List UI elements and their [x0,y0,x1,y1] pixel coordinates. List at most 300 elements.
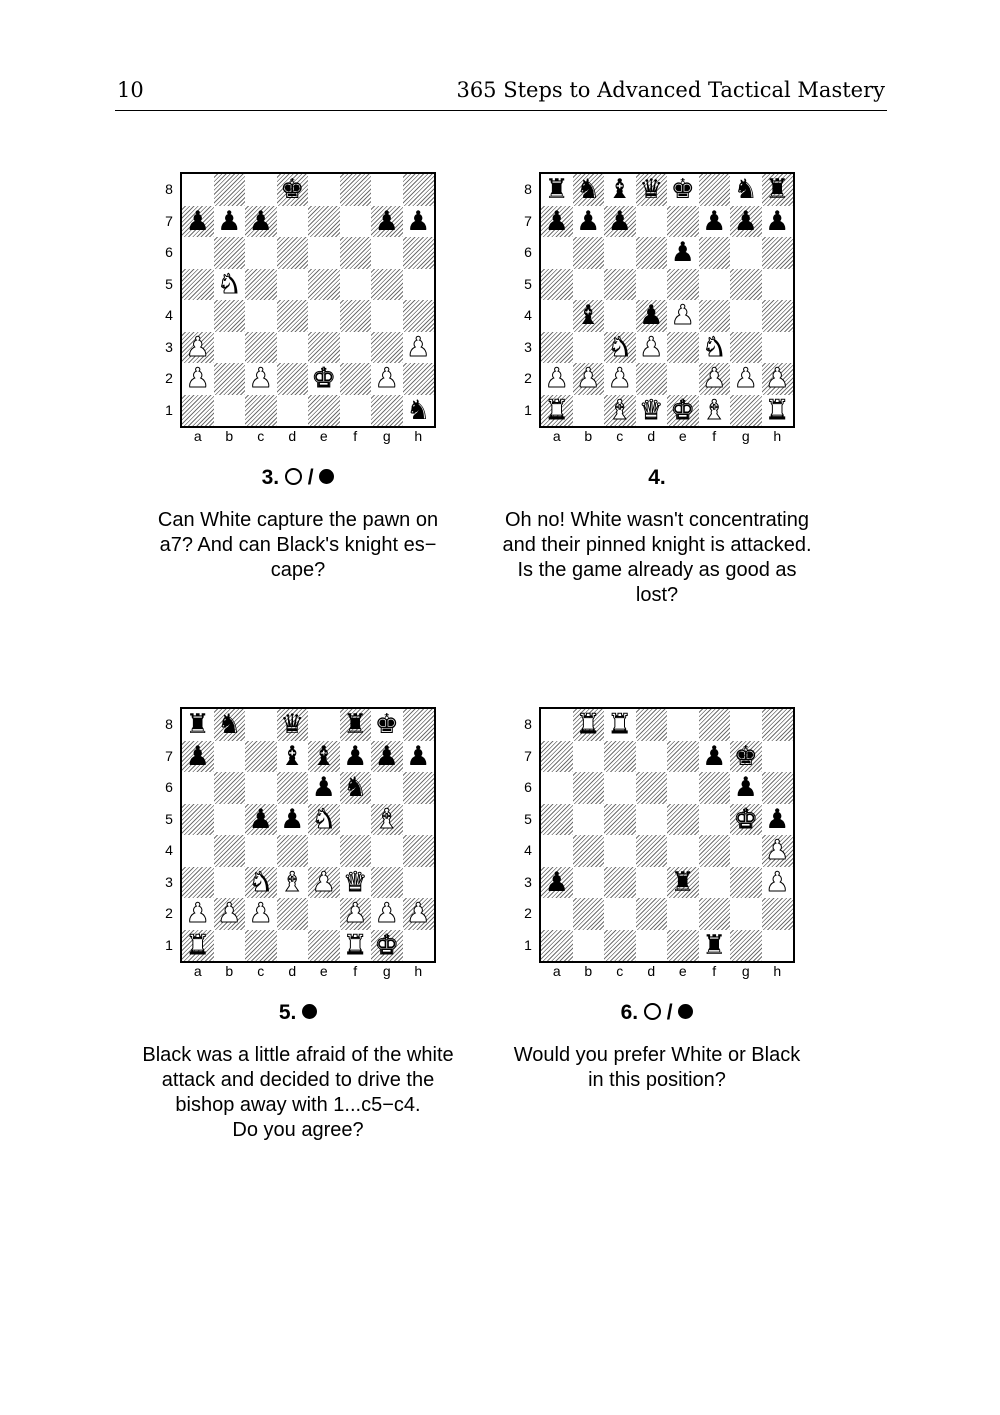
file-label: a [193,963,202,979]
square-f2 [699,898,731,930]
square-a8 [541,174,573,206]
square-h5 [403,804,435,836]
black-knight-icon: ♞ [406,394,431,426]
square-c3 [604,332,636,364]
square-d8 [636,174,668,206]
square-f4 [340,835,372,867]
square-b5 [214,269,246,301]
square-g6 [371,237,403,269]
file-label: a [552,428,561,444]
square-a1 [182,395,214,427]
file-label: h [773,963,782,979]
square-a4 [541,300,573,332]
file-label: g [741,963,750,979]
rank-label: 3 [524,873,532,890]
square-a4 [541,835,573,867]
white-bishop-icon: ♝ [702,394,727,426]
square-d4 [277,835,309,867]
book-title: 365 Steps to Advanced Tactical Mastery [456,78,885,102]
white-king-icon: ♚ [311,363,336,395]
square-h6 [762,237,794,269]
file-label: f [353,963,358,979]
square-a6 [541,237,573,269]
puzzle-number-label: 6. [620,1001,639,1024]
square-h1 [403,395,435,427]
puzzle-number-label: 4. [648,466,666,489]
square-c4 [245,835,277,867]
square-h8 [403,709,435,741]
square-e3 [667,867,699,899]
file-label: a [193,428,202,444]
square-d3 [636,867,668,899]
square-d2 [277,363,309,395]
square-h6 [403,237,435,269]
white-pawn-icon: ♟ [702,363,727,395]
square-h2 [762,363,794,395]
rank-label: 8 [165,181,173,197]
square-a6 [541,772,573,804]
square-e4 [667,300,699,332]
symbol-separator: / [660,1001,679,1024]
square-c3 [245,867,277,899]
square-f1 [699,395,731,427]
black-pawn-icon: ♟ [670,237,695,269]
square-h2 [762,898,794,930]
square-d5 [636,804,668,836]
square-d7 [277,206,309,238]
square-a5 [541,804,573,836]
chess-diagram [517,172,797,452]
square-d1 [277,930,309,962]
rank-label: 7 [165,747,173,764]
square-g2 [371,898,403,930]
square-g8 [730,709,762,741]
square-b6 [214,772,246,804]
square-a2 [541,363,573,395]
square-f1 [340,395,372,427]
square-b2 [214,898,246,930]
file-label: f [353,428,358,444]
square-c4 [604,300,636,332]
rank-label: 1 [165,936,173,953]
chess-board [539,172,795,428]
puzzle-number [118,466,478,496]
square-d2 [636,898,668,930]
square-f2 [699,363,731,395]
square-a7 [541,206,573,238]
black-pawn-icon: ♟ [702,740,727,772]
file-label: d [647,428,656,444]
chess-diagram [517,707,797,987]
square-f8 [340,174,372,206]
square-g3 [371,867,403,899]
square-f5 [699,804,731,836]
rank-label: 5 [165,275,173,292]
square-c5 [604,269,636,301]
square-e8 [667,174,699,206]
puzzle-caption: Black was a little afraid of the white attack and decided to drive the bishop away with 1...c5−c4. Do you agree? [142,1044,454,1141]
white-queen-icon: ♛ [343,866,368,898]
square-f4 [699,835,731,867]
square-b7 [214,206,246,238]
black-pawn-icon: ♟ [217,205,242,237]
rank-label: 1 [165,401,173,418]
square-g5 [730,804,762,836]
square-f7 [340,741,372,773]
square-d6 [636,772,668,804]
square-e5 [667,804,699,836]
square-a2 [182,898,214,930]
square-b3 [573,332,605,364]
square-h2 [403,898,435,930]
black-pawn-icon: ♟ [765,205,790,237]
square-g8 [730,174,762,206]
square-h8 [762,709,794,741]
white-knight-icon: ♞ [607,331,632,363]
square-c2 [245,363,277,395]
square-a3 [182,867,214,899]
white-king-icon: ♚ [374,929,399,961]
square-e8 [308,174,340,206]
square-a1 [541,930,573,962]
black-pawn-icon: ♟ [765,803,790,835]
square-c8 [245,174,277,206]
file-label: g [382,428,391,444]
square-g2 [730,363,762,395]
square-d3 [277,332,309,364]
white-pawn-icon: ♟ [670,300,695,332]
square-e3 [308,332,340,364]
square-b6 [573,772,605,804]
white-pawn-icon: ♟ [374,363,399,395]
page-number: 10 [117,78,144,102]
square-f3 [699,867,731,899]
square-e1 [667,395,699,427]
file-label: d [647,963,656,979]
black-rook-icon: ♜ [185,709,210,741]
square-f3 [340,867,372,899]
puzzle-number [118,1001,478,1031]
rank-label: 6 [165,244,173,260]
white-rook-icon: ♜ [576,709,601,741]
file-labels [541,963,793,981]
square-g5 [730,269,762,301]
square-a8 [541,709,573,741]
square-d8 [277,174,309,206]
square-b1 [214,395,246,427]
square-h7 [403,206,435,238]
square-c2 [604,898,636,930]
square-e6 [308,237,340,269]
white-rook-icon: ♜ [607,709,632,741]
white-pawn-icon: ♟ [765,363,790,395]
square-h2 [403,363,435,395]
square-a8 [182,709,214,741]
rank-label: 4 [524,307,532,323]
black-rook-icon: ♜ [544,174,569,206]
square-f6 [699,772,731,804]
chess-board [539,707,795,963]
black-pawn-icon: ♟ [544,205,569,237]
white-to-move-icon [644,1003,661,1020]
white-knight-icon: ♞ [702,331,727,363]
square-a8 [182,174,214,206]
square-d2 [277,898,309,930]
square-b1 [214,930,246,962]
square-h4 [403,300,435,332]
rank-label: 7 [165,212,173,229]
black-pawn-icon: ♟ [248,803,273,835]
square-f6 [340,772,372,804]
square-a1 [182,930,214,962]
square-g7 [371,741,403,773]
black-queen-icon: ♛ [639,174,664,206]
square-e6 [308,772,340,804]
puzzle-6 [477,707,837,1093]
chess-board [180,172,436,428]
file-labels [182,963,434,981]
square-f3 [699,332,731,364]
square-g7 [730,741,762,773]
square-h6 [762,772,794,804]
black-to-move-icon [302,1004,317,1019]
white-pawn-icon: ♟ [311,866,336,898]
chess-board [180,707,436,963]
file-label: d [288,428,297,444]
white-rook-icon: ♜ [185,929,210,961]
black-pawn-icon: ♟ [374,205,399,237]
square-c5 [245,269,277,301]
square-c6 [604,772,636,804]
black-bishop-icon: ♝ [280,740,305,772]
white-king-icon: ♚ [733,803,758,835]
square-c7 [604,741,636,773]
square-g5 [371,804,403,836]
square-e1 [308,395,340,427]
square-b1 [573,395,605,427]
square-e6 [667,237,699,269]
square-b4 [573,835,605,867]
square-b1 [573,930,605,962]
puzzle-number-label: 3. [261,466,280,489]
file-label: c [257,428,265,444]
square-c8 [604,174,636,206]
black-king-icon: ♚ [733,740,758,772]
square-e2 [308,898,340,930]
square-c1 [245,395,277,427]
square-d6 [636,237,668,269]
square-a5 [182,804,214,836]
square-b8 [573,709,605,741]
square-b2 [214,363,246,395]
black-rook-icon: ♜ [765,174,790,206]
square-a6 [182,772,214,804]
rank-label: 2 [524,905,532,921]
square-d4 [277,300,309,332]
square-d7 [636,206,668,238]
black-king-icon: ♚ [670,174,695,206]
square-g4 [371,835,403,867]
puzzle-5 [118,707,478,1143]
rank-label: 7 [524,747,532,764]
square-f6 [699,237,731,269]
file-label: e [678,428,687,444]
square-g6 [730,772,762,804]
file-label: h [414,428,423,444]
square-b3 [573,867,605,899]
black-pawn-icon: ♟ [607,205,632,237]
puzzle-caption: Would you prefer White or Black in this position? [513,1044,801,1091]
square-c5 [604,804,636,836]
square-c3 [245,332,277,364]
puzzle-caption: Oh no! White wasn't concentrating and their pinned knight is attacked. Is the game already as good as lost? [502,509,812,606]
square-g2 [730,898,762,930]
square-a3 [541,867,573,899]
white-king-icon: ♚ [670,394,695,426]
square-g3 [730,867,762,899]
white-rook-icon: ♜ [343,929,368,961]
square-a7 [541,741,573,773]
square-g3 [371,332,403,364]
square-e2 [667,363,699,395]
file-label: e [319,963,328,979]
square-a3 [541,332,573,364]
square-c6 [245,237,277,269]
black-rook-icon: ♜ [670,866,695,898]
square-d3 [277,867,309,899]
square-g4 [730,300,762,332]
white-knight-icon: ♞ [248,866,273,898]
rank-label: 8 [165,716,173,732]
black-knight-icon: ♞ [576,174,601,206]
square-h4 [403,835,435,867]
square-d3 [636,332,668,364]
square-a1 [541,395,573,427]
black-bishop-icon: ♝ [576,300,601,332]
square-b4 [214,835,246,867]
square-g5 [371,269,403,301]
square-g4 [730,835,762,867]
square-g8 [371,709,403,741]
square-a3 [182,332,214,364]
square-c1 [604,930,636,962]
square-b8 [573,174,605,206]
square-f8 [340,709,372,741]
square-c7 [604,206,636,238]
square-c1 [245,930,277,962]
white-to-move-icon [285,468,302,485]
square-h5 [762,269,794,301]
puzzle-number [477,466,837,496]
white-pawn-icon: ♟ [406,331,431,363]
square-b8 [214,709,246,741]
square-a4 [182,300,214,332]
puzzle-4 [477,172,837,608]
square-a7 [182,741,214,773]
square-c5 [245,804,277,836]
square-b7 [214,741,246,773]
black-pawn-icon: ♟ [639,300,664,332]
square-b4 [573,300,605,332]
white-bishop-icon: ♝ [280,866,305,898]
black-pawn-icon: ♟ [544,866,569,898]
file-label: g [741,428,750,444]
square-g1 [371,395,403,427]
rank-label: 4 [165,307,173,323]
rank-label: 8 [524,716,532,732]
side-to-move-symbols [285,466,335,489]
black-king-icon: ♚ [280,174,305,206]
square-f6 [340,237,372,269]
file-labels [182,428,434,446]
square-g1 [730,395,762,427]
file-label: b [584,963,593,979]
side-to-move-symbols [644,1001,694,1024]
square-h7 [403,741,435,773]
square-e6 [667,772,699,804]
square-h1 [762,395,794,427]
square-b8 [214,174,246,206]
square-d7 [636,741,668,773]
square-f8 [699,174,731,206]
square-d6 [277,772,309,804]
square-c8 [245,709,277,741]
black-pawn-icon: ♟ [185,740,210,772]
square-d4 [636,835,668,867]
square-g1 [371,930,403,962]
black-pawn-icon: ♟ [702,205,727,237]
rank-labels [521,707,535,959]
square-e4 [308,300,340,332]
black-rook-icon: ♜ [702,929,727,961]
black-pawn-icon: ♟ [248,205,273,237]
square-a5 [541,269,573,301]
square-e1 [308,930,340,962]
black-pawn-icon: ♟ [280,803,305,835]
square-h6 [403,772,435,804]
rank-label: 4 [165,842,173,858]
white-knight-icon: ♞ [311,803,336,835]
file-label: e [319,428,328,444]
square-c4 [245,300,277,332]
square-h4 [762,300,794,332]
square-d6 [277,237,309,269]
square-g7 [730,206,762,238]
rank-label: 2 [165,370,173,386]
square-d8 [277,709,309,741]
file-label: a [552,963,561,979]
file-labels [541,428,793,446]
square-b5 [214,804,246,836]
square-c7 [245,206,277,238]
white-pawn-icon: ♟ [343,898,368,930]
square-f1 [340,930,372,962]
square-c4 [604,835,636,867]
square-d2 [636,363,668,395]
black-pawn-icon: ♟ [733,772,758,804]
square-h5 [762,804,794,836]
black-pawn-icon: ♟ [343,740,368,772]
black-pawn-icon: ♟ [733,205,758,237]
file-label: c [257,963,265,979]
square-e5 [667,269,699,301]
square-c7 [245,741,277,773]
white-pawn-icon: ♟ [217,898,242,930]
square-f4 [340,300,372,332]
rank-label: 1 [524,401,532,418]
square-e4 [308,835,340,867]
square-h3 [762,332,794,364]
